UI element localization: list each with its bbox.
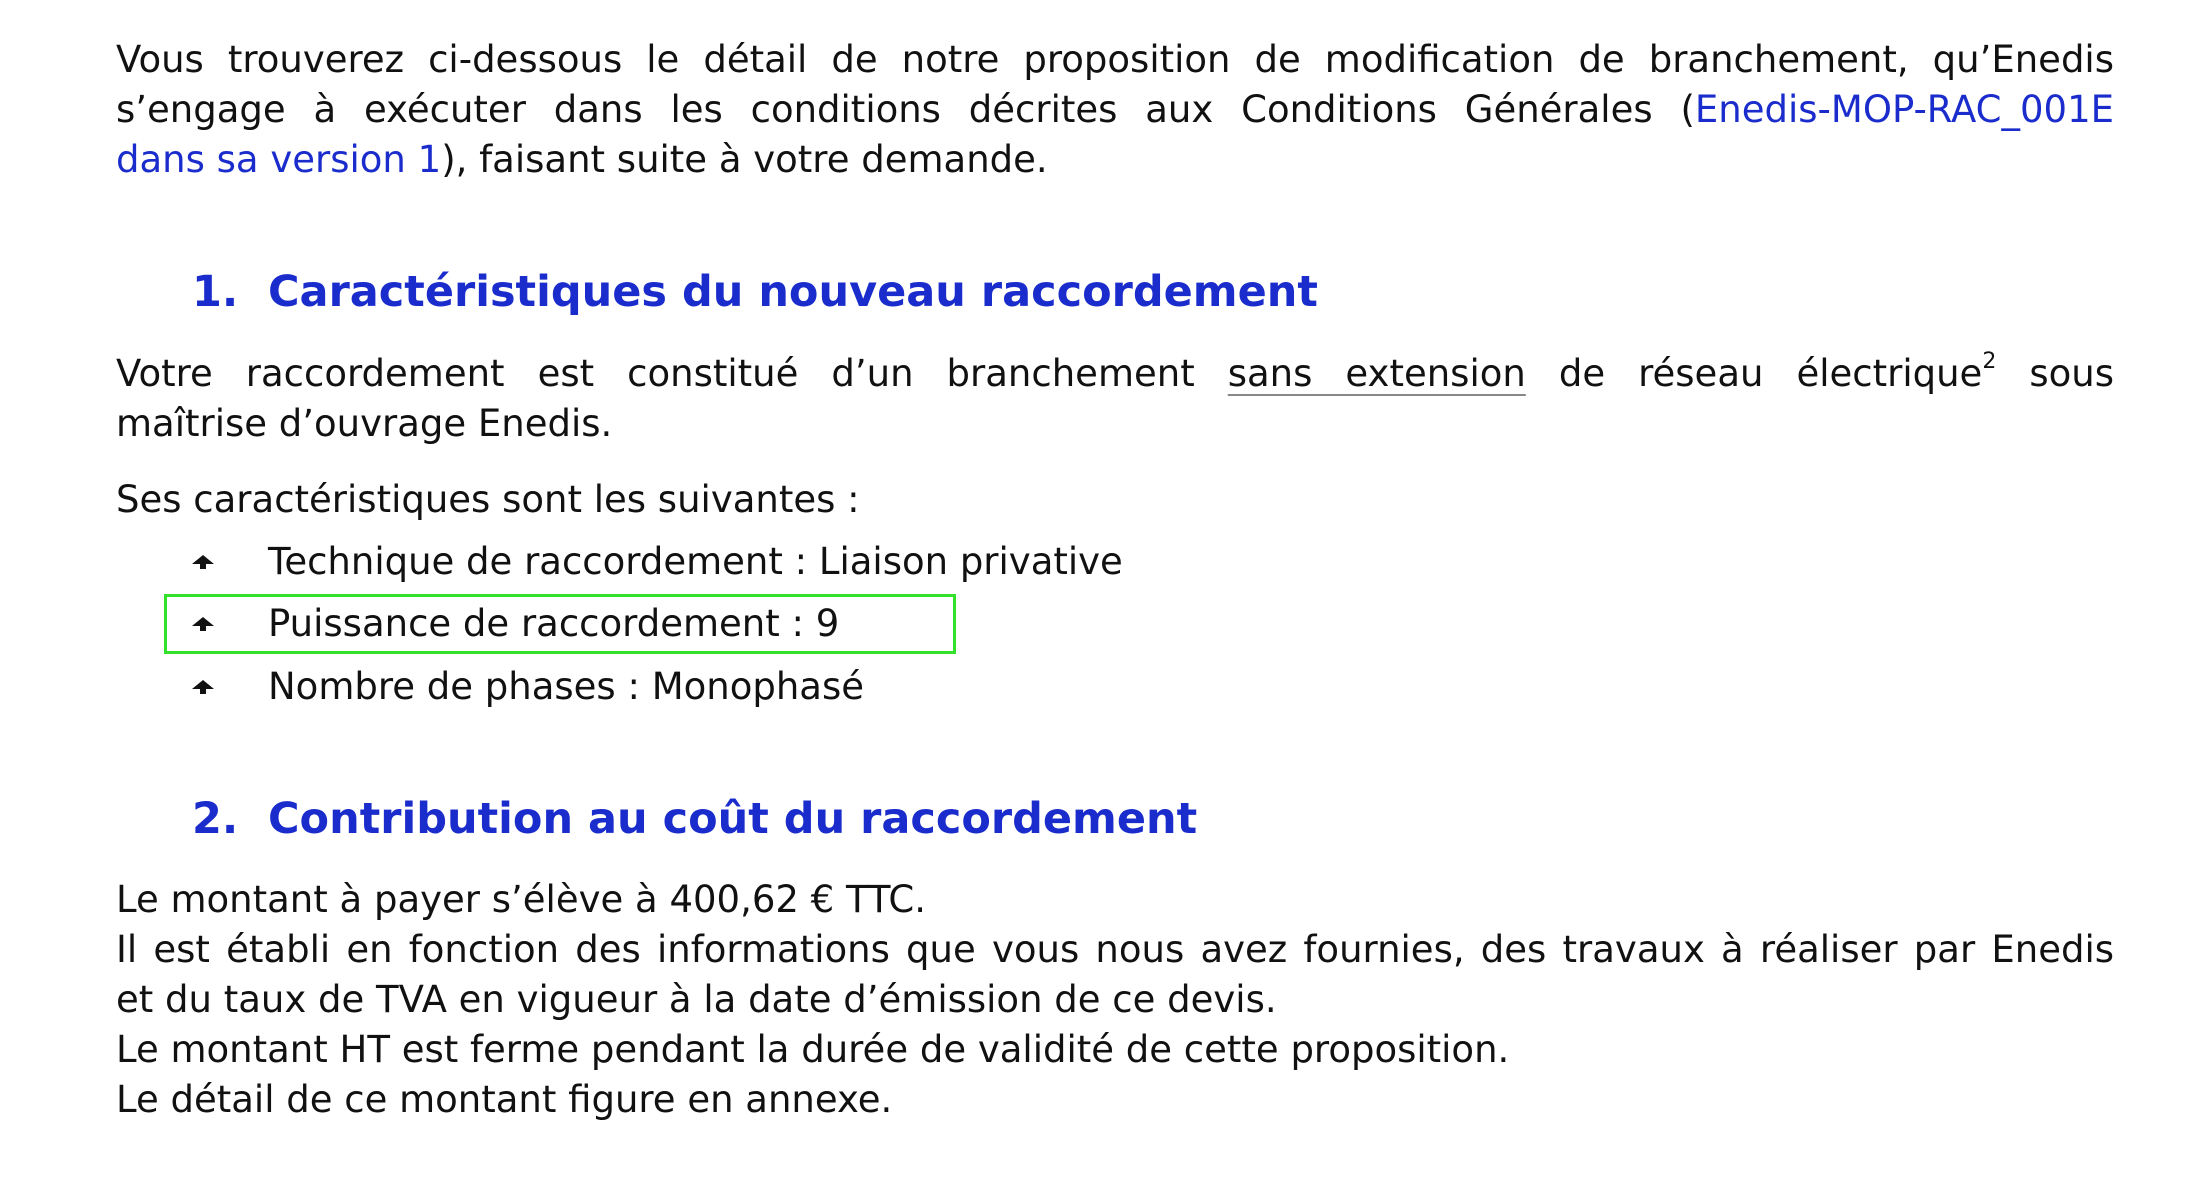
section-2-line: Le montant HT est ferme pendant la durée de validité de cette proposition.	[116, 1028, 1510, 1071]
intro-line-2-text: s’engage à exécuter dans les conditions décrites aux Conditions Générales (	[116, 88, 1695, 131]
section-1-text-mid: de réseau électrique	[1525, 352, 1983, 395]
characteristics-intro-text: Ses caractéristiques sont les suivantes :	[116, 478, 860, 521]
arrow-up-bullet-icon	[192, 555, 214, 569]
section-1-text-post: sous	[1996, 352, 2114, 395]
section-1-paragraph	[116, 349, 2114, 449]
list-item-label: Technique de raccordement : Liaison privative	[268, 540, 1123, 583]
list-item-label: Nombre de phases : Monophasé	[268, 665, 864, 708]
section-2-line: et du taux de TVA en vigueur à la date d’émission de ce devis.	[116, 978, 1277, 1021]
section-2-title: Contribution au coût du raccordement	[268, 794, 1198, 844]
arrow-up-bullet-icon	[192, 680, 214, 694]
section-1-text-pre: Votre raccordement est constitué d’un branchement	[116, 352, 1228, 395]
intro-line-3-text: ), faisant suite à votre demande.	[441, 138, 1048, 181]
section-1-number: 1.	[192, 267, 239, 317]
section-2-line: Le montant à payer s’élève à 400,62 € TTC.	[116, 878, 926, 921]
intro-line-3	[116, 135, 2114, 185]
section-2-paragraph	[116, 875, 2114, 1125]
list-item-label: Puissance de raccordement : 9	[268, 602, 840, 645]
cg-version-link[interactable]: dans sa version 1	[116, 138, 442, 181]
characteristics-intro	[116, 475, 2114, 525]
sans-extension-underlined: sans extension	[1227, 352, 1526, 395]
intro-line-2	[116, 85, 2114, 135]
section-2-number: 2.	[192, 794, 239, 844]
section-1-title: Caractéristiques du nouveau raccordement	[268, 267, 1318, 317]
section-2-line: Le détail de ce montant figure en annexe.	[116, 1078, 893, 1121]
section-2-heading	[192, 792, 1197, 846]
section-1-heading	[192, 265, 1318, 319]
section-1-line-2: maîtrise d’ouvrage Enedis.	[116, 402, 613, 445]
section-2-line: Il est établi en fonction des informations que vous nous avez fournies, des travaux à réaliser par Enedis	[116, 928, 2114, 971]
footnote-marker[interactable]: 2	[1982, 349, 1997, 374]
intro-paragraph	[116, 35, 2114, 185]
highlight-box	[164, 594, 956, 654]
intro-line-1: Vous trouverez ci-dessous le détail de notre proposition de modification de branchement, qu’Enedis	[116, 38, 2114, 81]
cg-reference-link[interactable]: Enedis-MOP-RAC_001E	[1694, 88, 2114, 131]
section-1-line-1	[116, 349, 2114, 399]
